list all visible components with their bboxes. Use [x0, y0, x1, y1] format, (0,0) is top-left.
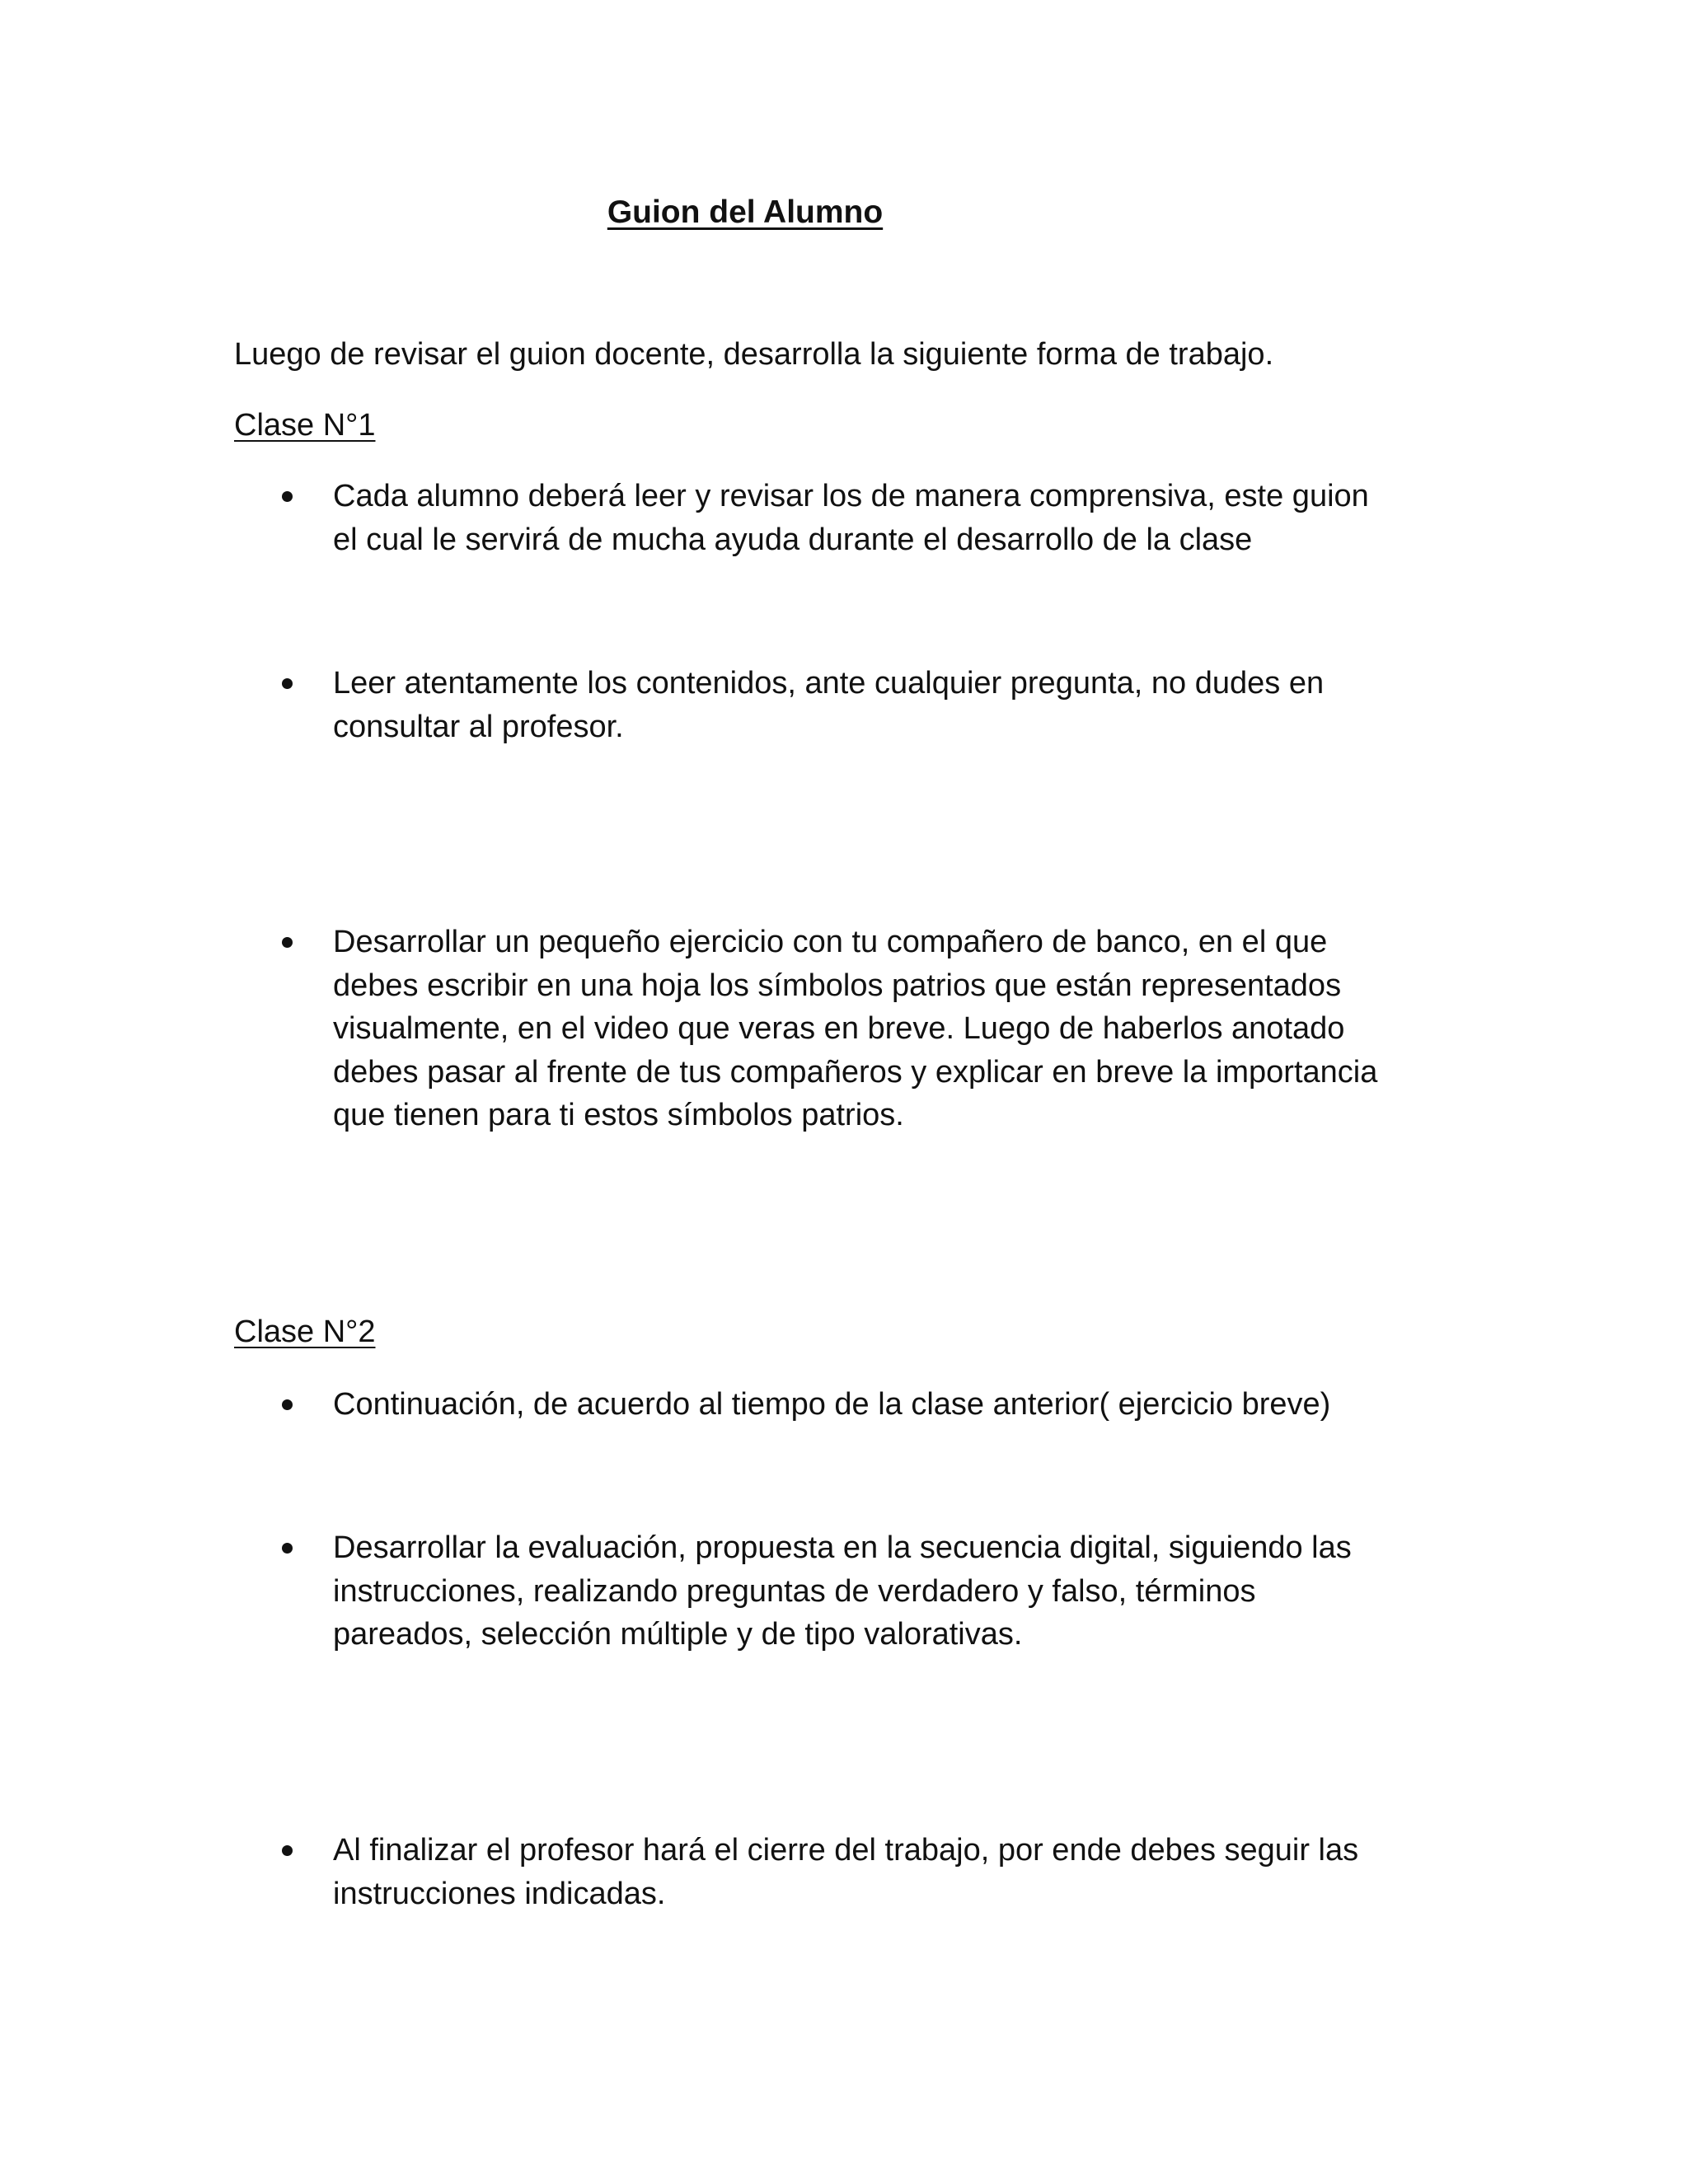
bullet-icon: [280, 662, 333, 705]
list-item: [280, 1829, 1451, 1915]
list-item: [280, 662, 1451, 748]
list-item-text: Desarrollar un pequeño ejercicio con tu compañero de banco, en el que debes escribir en una hoja los símbolos patrios que están representados visualmente, en el video que veras en breve. Luego de haberlos anotado debes pasar al frente de tus compañeros y explicar en breve la importancia que tienen para ti estos símbolos patrios.: [333, 925, 1378, 1132]
bullet-icon: [280, 1829, 333, 1872]
list-item: [280, 1526, 1451, 1657]
list-item-text: Leer atentamente los contenidos, ante cualquier pregunta, no dudes en consultar al profesor.: [333, 666, 1325, 744]
section-heading-clase-2: Clase N°2: [234, 1315, 376, 1349]
list-item: [280, 1383, 1451, 1427]
bullet-icon: [280, 1526, 333, 1569]
list-item-text: Desarrollar la evaluación, propuesta en la secuencia digital, siguiendo las instrucciones, realizando preguntas de verdadero y falso, términos pareados, selección múltiple y de tipo valorativas.: [333, 1530, 1352, 1652]
list-item: [280, 475, 1451, 561]
list-item: [280, 921, 1451, 1137]
list-item-text: Cada alumno deberá leer y revisar los de manera comprensiva, este guion el cual le servirá de mucha ayuda durante el desarrollo de la clase: [333, 479, 1369, 557]
list-item-text: Al finalizar el profesor hará el cierre del trabajo, por ende debes seguir las instrucciones indicadas.: [333, 1833, 1359, 1911]
list-item-text: Continuación, de acuerdo al tiempo de la clase anterior( ejercicio breve): [333, 1387, 1331, 1422]
bullet-icon: [280, 921, 333, 963]
section-heading-clase-1: Clase N°1: [234, 408, 376, 443]
page-title: Guion del Alumno: [607, 194, 884, 230]
bullet-icon: [280, 475, 333, 518]
bullet-icon: [280, 1383, 333, 1426]
intro-paragraph: Luego de revisar el guion docente, desarrolla la siguiente forma de trabajo.: [234, 337, 1274, 372]
